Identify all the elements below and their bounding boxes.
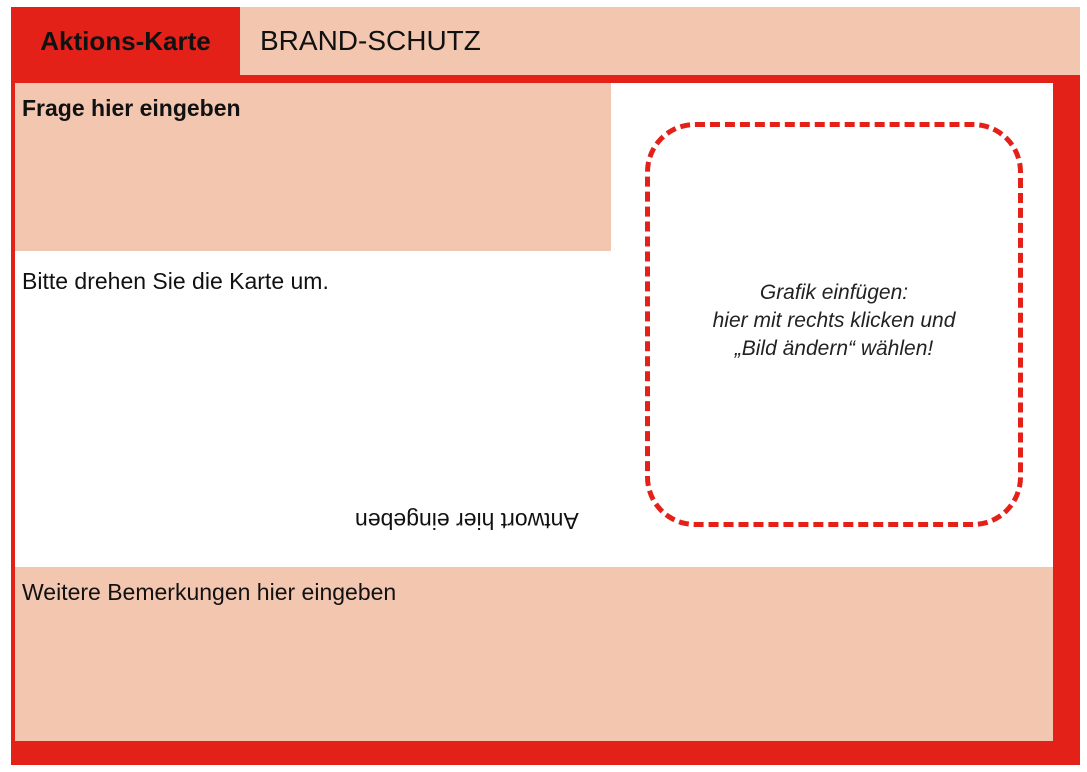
flip-card-hint: Bitte drehen Sie die Karte um. — [22, 268, 329, 294]
image-placeholder-line-2: hier mit rechts klicken und — [712, 308, 956, 332]
card-type-label: Aktions-Karte — [40, 25, 211, 56]
image-placeholder-instructions — [713, 279, 956, 363]
card-topic-text: BRAND-SCHUTZ — [260, 25, 481, 56]
remarks-field[interactable] — [15, 567, 1053, 741]
answer-field-upside-down[interactable]: Antwort hier eingeben — [355, 508, 579, 534]
image-placeholder-line-1: Grafik einfügen: — [759, 280, 909, 304]
image-placeholder-line-3: „Bild ändern“ wählen! — [734, 336, 934, 360]
card-content-area — [15, 83, 1053, 567]
card-topic-field[interactable] — [240, 7, 1080, 75]
remarks-placeholder: Weitere Bemerkungen hier eingeben — [22, 579, 397, 605]
question-field[interactable] — [15, 83, 611, 251]
image-placeholder[interactable] — [645, 122, 1023, 527]
question-placeholder: Frage hier eingeben — [22, 95, 241, 121]
